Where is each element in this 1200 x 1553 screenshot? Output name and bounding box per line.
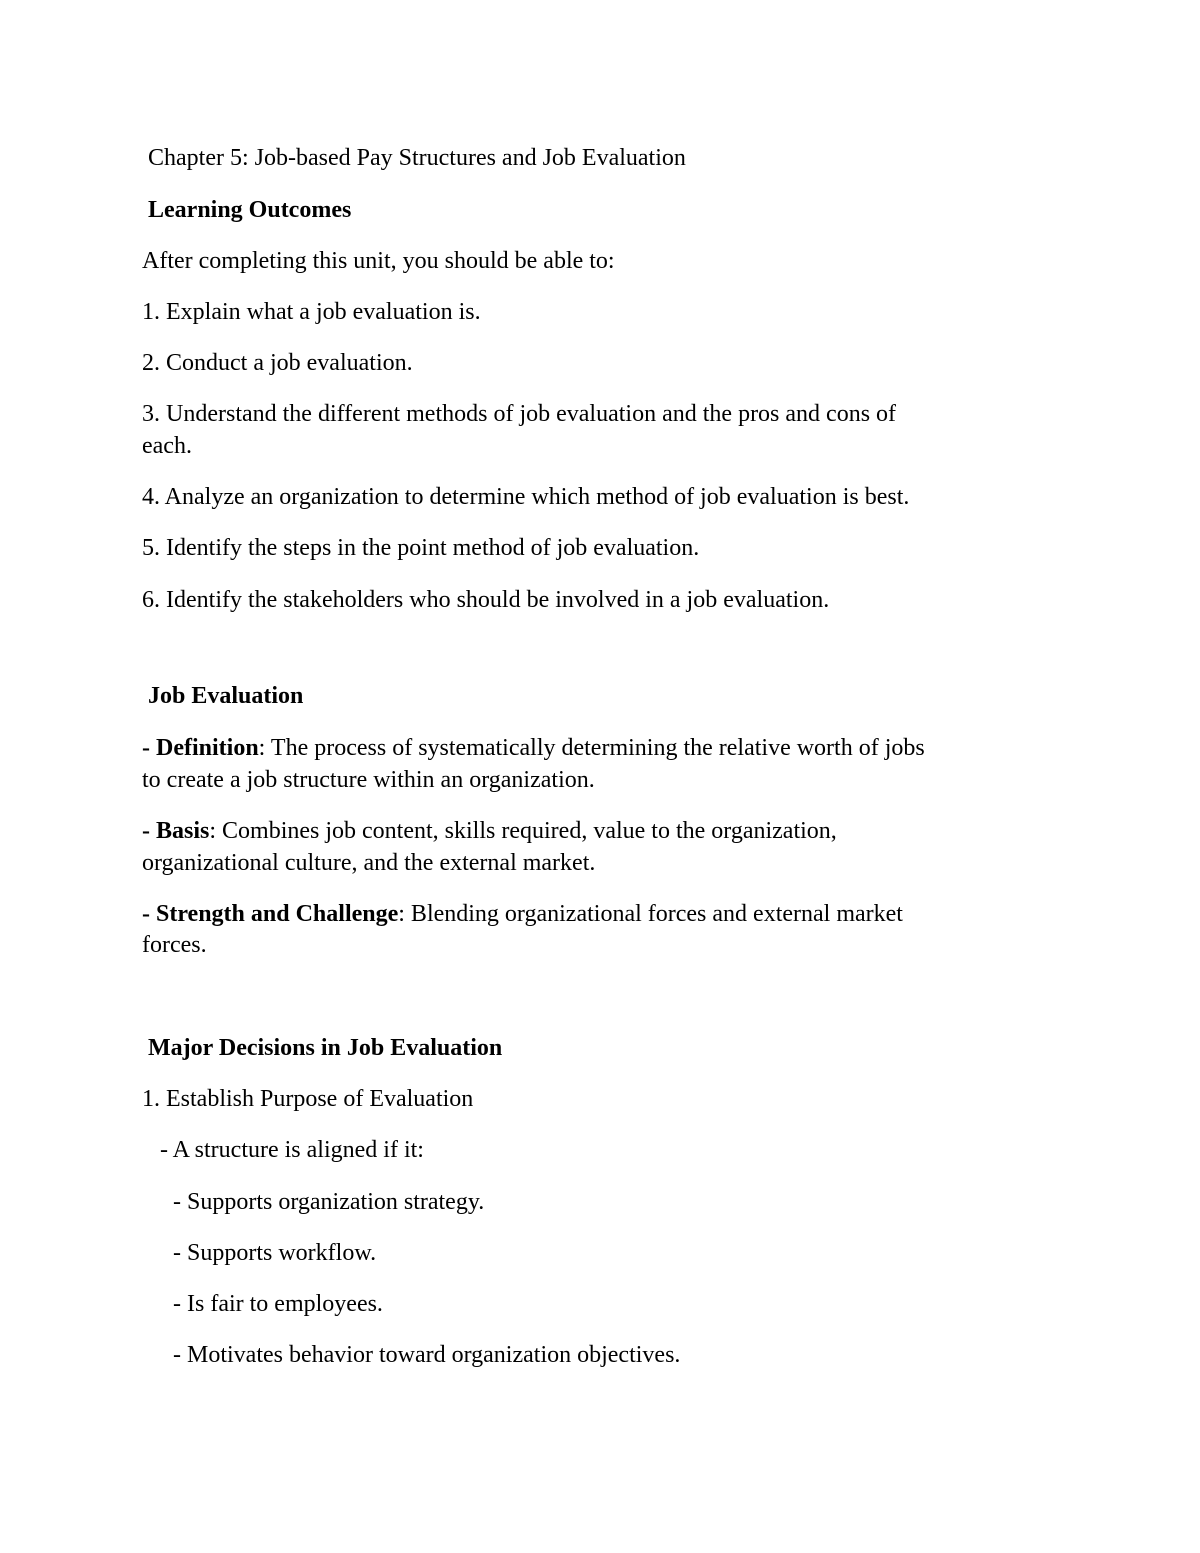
aligned-bullet-3: - Is fair to employees. <box>173 1291 383 1317</box>
basis-text: : Combines job content, skills required, value to the organization, <box>209 818 837 844</box>
chapter-title: Chapter 5: Job-based Pay Structures and Job Evaluation <box>148 145 686 171</box>
aligned-structure-subitem: - A structure is aligned if it: <box>160 1137 424 1163</box>
strength-line-continued: forces. <box>142 932 207 958</box>
major-decisions-heading: Major Decisions in Job Evaluation <box>148 1035 503 1061</box>
aligned-bullet-4: - Motivates behavior toward organization objectives. <box>173 1342 681 1368</box>
basis-term: Basis <box>156 818 210 844</box>
aligned-bullet-1: - Supports organization strategy. <box>173 1189 485 1215</box>
job-evaluation-heading: Job Evaluation <box>148 683 304 709</box>
learning-outcomes-intro: After completing this unit, you should be able to: <box>142 248 615 274</box>
strength-line <box>142 898 903 930</box>
definition-prefix: - <box>142 735 156 761</box>
strength-term: Strength and Challenge <box>156 901 399 927</box>
basis-line-continued: organizational culture, and the external market. <box>142 850 596 876</box>
basis-line <box>142 815 837 847</box>
definition-line <box>142 732 925 764</box>
major-decisions-item-1: 1. Establish Purpose of Evaluation <box>142 1086 474 1112</box>
outcome-item-5: 5. Identify the steps in the point method of job evaluation. <box>142 535 700 561</box>
outcome-item-1: 1. Explain what a job evaluation is. <box>142 299 481 325</box>
outcome-item-3: 3. Understand the different methods of job evaluation and the pros and cons of <box>142 401 897 427</box>
definition-text: : The process of systematically determining the relative worth of jobs <box>258 735 925 761</box>
basis-prefix: - <box>142 818 156 844</box>
definition-term: Definition <box>156 735 259 761</box>
aligned-bullet-2: - Supports workflow. <box>173 1240 377 1266</box>
learning-outcomes-heading: Learning Outcomes <box>148 197 352 223</box>
strength-prefix: - <box>142 901 156 927</box>
outcome-item-2: 2. Conduct a job evaluation. <box>142 350 413 376</box>
outcome-item-3-continued: each. <box>142 433 192 459</box>
outcome-item-6: 6. Identify the stakeholders who should be involved in a job evaluation. <box>142 587 830 613</box>
outcome-item-4: 4. Analyze an organization to determine which method of job evaluation is best. <box>142 484 910 510</box>
definition-line-continued: to create a job structure within an organization. <box>142 767 595 793</box>
strength-text: : Blending organizational forces and external market <box>398 901 903 927</box>
